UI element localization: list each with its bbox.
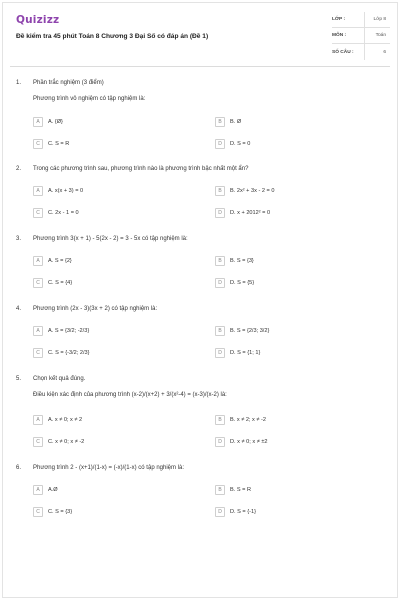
- option-text: B. S = R: [230, 487, 251, 493]
- option-text: A. S = {3/2; -2/3}: [48, 328, 90, 334]
- option-text: C. S = {-3/2; 2/3}: [48, 350, 90, 356]
- option-d[interactable]: [215, 208, 270, 218]
- meta-value: Toán: [375, 33, 386, 38]
- option-text: D. S = {1; 1}: [230, 350, 261, 356]
- option-text: A.Ø: [48, 487, 58, 493]
- question-number: 5.: [16, 376, 22, 382]
- question-text: Phương trình 3(x + 1) - 5(2x - 2) = 3 - 5x có tập nghiệm là:: [33, 236, 188, 242]
- option-c[interactable]: [33, 208, 79, 218]
- option-letter: B: [215, 415, 225, 425]
- question-subtext: Phương trình vô nghiệm có tập nghiệm là:: [33, 96, 146, 102]
- option-letter: C: [33, 437, 43, 447]
- meta-label: SỐ CÂU :: [332, 49, 354, 55]
- option-letter: B: [215, 117, 225, 127]
- option-text: A. {Ø}: [48, 119, 63, 125]
- option-text: C. 2x - 1 = 0: [48, 210, 79, 216]
- option-c[interactable]: [33, 507, 72, 517]
- option-d[interactable]: [215, 507, 256, 517]
- option-c[interactable]: [33, 278, 72, 288]
- option-letter: C: [33, 278, 43, 288]
- option-letter: A: [33, 415, 43, 425]
- option-c[interactable]: [33, 437, 84, 447]
- quizizz-logo: Quizizz: [16, 14, 60, 26]
- meta-label: LỚP :: [332, 17, 346, 22]
- question-text: Phương trình (2x - 3)(3x + 2) có tập nghiệm là:: [33, 306, 158, 312]
- option-letter: A: [33, 186, 43, 196]
- option-text: D. S = {5}: [230, 280, 255, 286]
- option-letter: D: [215, 437, 225, 447]
- option-b[interactable]: [215, 186, 274, 196]
- option-b[interactable]: [215, 415, 266, 425]
- option-text: C. S = R: [48, 141, 70, 147]
- option-text: D. S = {-1}: [230, 509, 256, 515]
- option-letter: C: [33, 208, 43, 218]
- option-letter: A: [33, 256, 43, 266]
- option-d[interactable]: [215, 278, 254, 288]
- option-letter: C: [33, 507, 43, 517]
- option-letter: B: [215, 256, 225, 266]
- option-letter: D: [215, 278, 225, 288]
- question-subtext: Điều kiện xác định của phương trình (x-2)/(x+2) + 3/(x²-4) = (x-3)/(x-2) là:: [33, 392, 227, 398]
- option-text: A. x(x + 3) = 0: [48, 188, 84, 194]
- option-letter: A: [33, 485, 43, 495]
- option-c[interactable]: [33, 348, 90, 358]
- question-text: Phần trắc nghiệm (3 điểm): [33, 80, 104, 86]
- option-a[interactable]: [33, 117, 63, 127]
- option-text: A. S = {2}: [48, 258, 72, 264]
- question-text: Trong các phương trình sau, phương trình nào là phương trình bậc nhất một ẩn?: [33, 166, 249, 172]
- option-d[interactable]: [215, 139, 250, 149]
- question-text: Chọn kết quả đúng.: [33, 376, 86, 382]
- option-letter: D: [215, 208, 225, 218]
- question-number: 1.: [16, 80, 22, 86]
- option-letter: D: [215, 348, 225, 358]
- option-b[interactable]: [215, 117, 241, 127]
- option-text: C. S = {4}: [48, 280, 73, 286]
- option-text: B. 2x² + 3x - 2 = 0: [230, 188, 275, 194]
- option-text: C. S = {3}: [48, 509, 73, 515]
- option-a[interactable]: [33, 186, 83, 196]
- option-letter: B: [215, 485, 225, 495]
- meta-label: MÔN :: [332, 33, 347, 38]
- page-title: Đề kiểm tra 45 phút Toán 8 Chương 3 Đại Số có đáp án (Đề 1): [16, 33, 209, 40]
- option-a[interactable]: [33, 485, 58, 495]
- option-a[interactable]: [33, 415, 82, 425]
- option-letter: A: [33, 117, 43, 127]
- option-letter: B: [215, 186, 225, 196]
- option-text: C. x ≠ 0; x ≠ -2: [48, 439, 85, 445]
- option-a[interactable]: [33, 326, 89, 336]
- meta-divider: [364, 12, 390, 60]
- option-letter: A: [33, 326, 43, 336]
- option-d[interactable]: [215, 348, 260, 358]
- option-a[interactable]: [33, 256, 72, 266]
- option-b[interactable]: [215, 485, 251, 495]
- question-number: 6.: [16, 465, 22, 471]
- option-letter: D: [215, 139, 225, 149]
- question-number: 3.: [16, 236, 22, 242]
- option-text: B. x ≠ 2; x ≠ -2: [230, 417, 266, 423]
- question-number: 2.: [16, 166, 22, 172]
- header-divider: [10, 66, 390, 67]
- option-text: D. x ≠ 0; x ≠ ±2: [230, 439, 268, 445]
- option-b[interactable]: [215, 256, 254, 266]
- meta-value: 6: [383, 49, 386, 55]
- meta-value: Lớp 8: [373, 17, 386, 22]
- option-d[interactable]: [215, 437, 268, 447]
- option-letter: B: [215, 326, 225, 336]
- option-letter: D: [215, 507, 225, 517]
- option-c[interactable]: [33, 139, 69, 149]
- option-text: D. x + 2012² = 0: [230, 210, 271, 216]
- option-letter: C: [33, 139, 43, 149]
- option-text: A. x ≠ 0; x ≠ 2: [48, 417, 83, 423]
- option-text: B. Ø: [230, 119, 242, 125]
- option-b[interactable]: [215, 326, 269, 336]
- question-text: Phương trình 2 - (x+1)/(1-x) = (-x)/(1-x) có tập nghiệm là:: [33, 465, 184, 471]
- question-number: 4.: [16, 306, 22, 312]
- option-text: B. S = {3}: [230, 258, 254, 264]
- option-text: B. S = {2/3; 3/2}: [230, 328, 270, 334]
- option-letter: C: [33, 348, 43, 358]
- option-text: D. S = 0: [230, 141, 251, 147]
